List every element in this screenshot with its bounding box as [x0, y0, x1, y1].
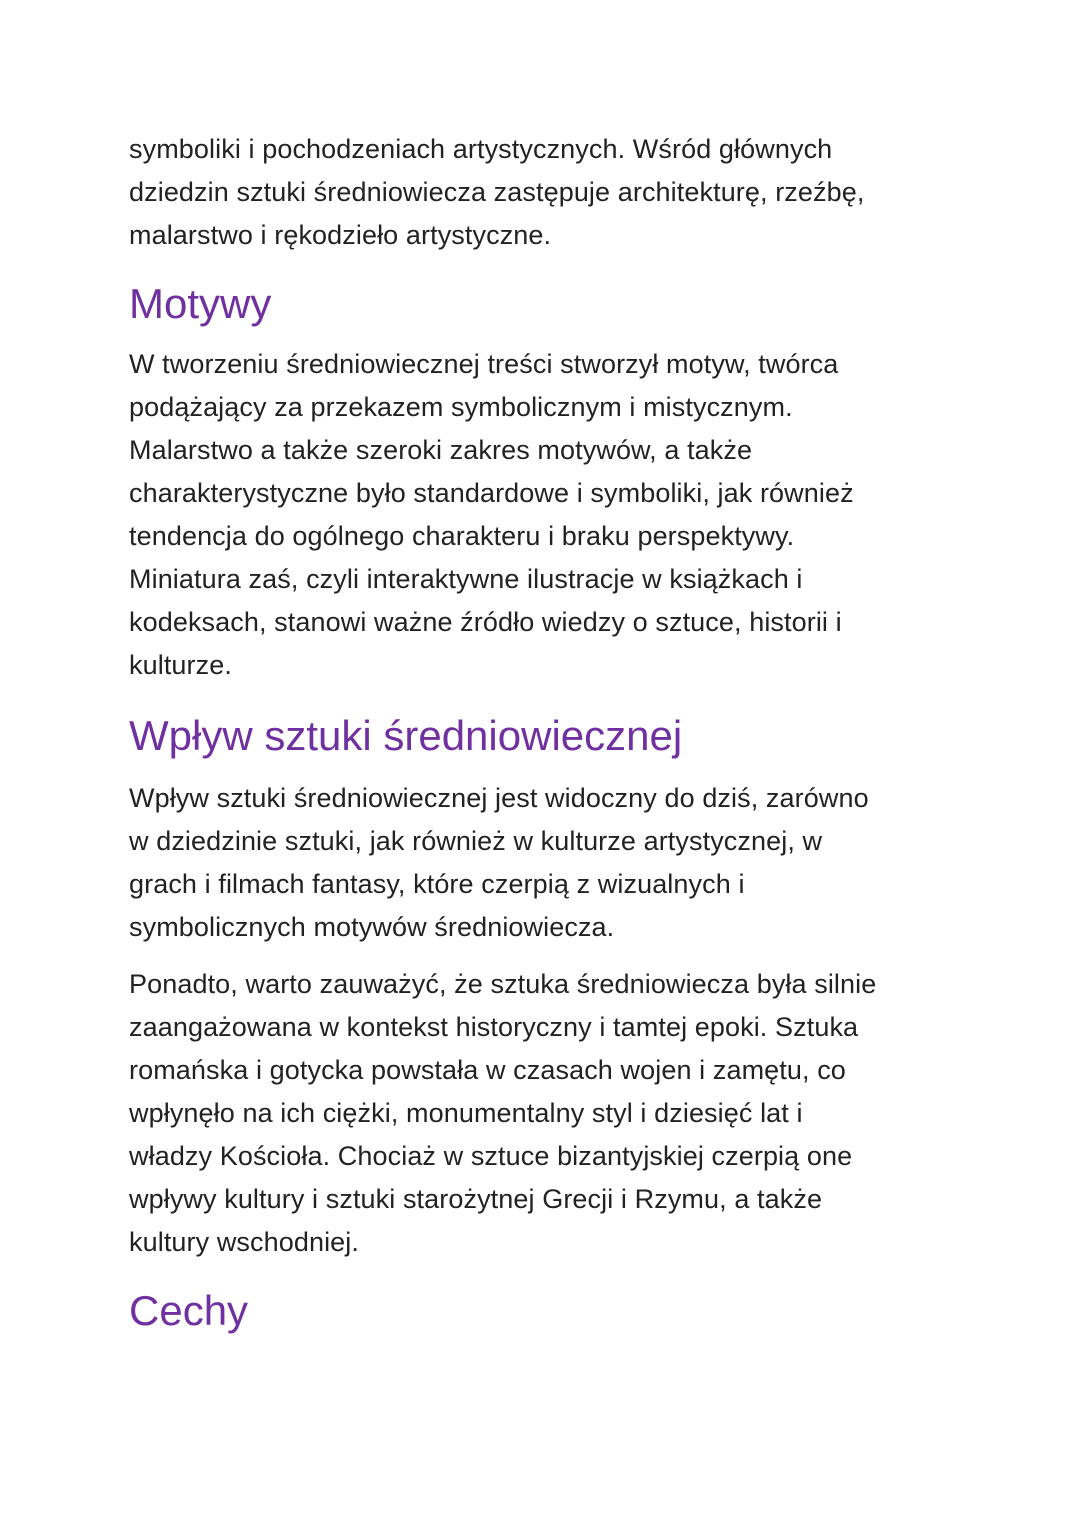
section-heading-motywy: Motywy [129, 280, 272, 327]
intro-paragraph: symboliki i pochodzeniach artystycznych. Wśród głównych dziedzin sztuki średniowiecza zastępuje architekturę, rzeźbę, malarstwo i rękodzieło artystyczne. [129, 134, 865, 250]
section-paragraph-wplyw-2: Ponadto, warto zauważyć, że sztuka średniowiecza była silnie zaangażowana w kontekst historyczny i tamtej epoki. Sztuka romańska i gotycka powstała w czasach wojen i zamętu, co wpłynęło na ich ciężki, monumentalny styl i dziesięć lat i władzy Kościoła. Chociaż w sztuce bizantyjskiej czerpią one wpływy kultury i sztuki starożytnej Grecji i Rzymu, a także kultury wschodniej. [129, 969, 877, 1257]
section-paragraph-wplyw-1: Wpływ sztuki średniowiecznej jest widoczny do dziś, zarówno w dziedzinie sztuki, jak również w kulturze artystycznej, w grach i filmach fantasy, które czerpią z wizualnych i symbolicznych motywów średniowiecza. [129, 783, 869, 942]
section-heading-cechy: Cechy [129, 1287, 249, 1334]
document-body [129, 128, 959, 1336]
section-heading-wplyw: Wpływ sztuki średniowiecznej [129, 712, 683, 759]
section-paragraph-motywy: W tworzeniu średniowiecznej treści stworzył motyw, twórca podążający za przekazem symbolicznym i mistycznym. Malarstwo a także szeroki zakres motywów, a także charakterystyczne było standardowe i symboliki, jak również tendencja do ogólnego charakteru i braku perspektywy. Miniatura zaś, czyli interaktywne ilustracje w książkach i kodeksach, stanowi ważne źródło wiedzy o sztuce, historii i kulturze. [129, 349, 854, 680]
